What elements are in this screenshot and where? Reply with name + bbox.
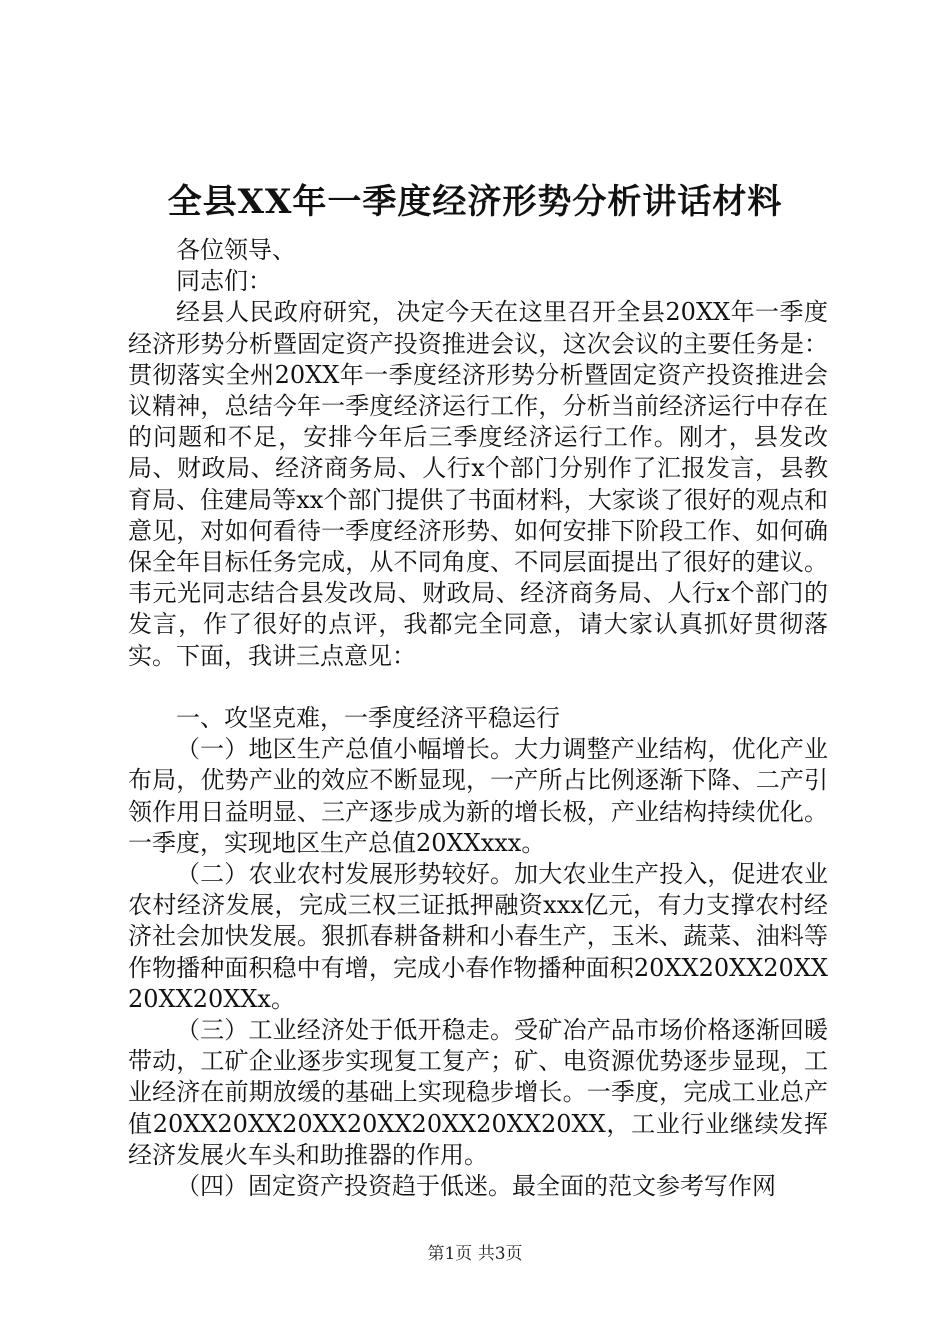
page-number-footer: 第1页 共3页 xyxy=(427,1244,523,1264)
salutation-line-1: 各位领导、 xyxy=(176,236,296,264)
item-paragraph-2: （二）农业农村发展形势较好。加大农业生产投入，促进农业农村经济发展，完成三权三证抵押融资xxx亿元，有力支撑农村经济社会加快发展。狠抓春耕备耕和小春生产，玉米、蔬菜、油料等作物播种面积稳中有增，完成小春作物播种面积20XX20XX20XX20XX20XXx。 xyxy=(128,860,828,1013)
item-paragraph-3: （三）工业经济处于低开稳走。受矿冶产品市场价格逐渐回暖带动，工矿企业逐步实现复工复产；矿、电资源优势逐步显现，工业经济在前期放缓的基础上实现稳步增长。一季度，完成工业总产值20XX20XX20XX20XX20XX20XX20XX，工业行业继续发挥经济发展火车头和助推器的作用。 xyxy=(128,1016,828,1169)
item-paragraph-1: （一）地区生产总值小幅增长。大力调整产业结构，优化产业布局，优势产业的效应不断显现，一产所占比例逐渐下降、二产引领作用日益明显、三产逐步成为新的增长极，产业结构持续优化。一季度，实现地区生产总值20XXxxx。 xyxy=(128,735,828,857)
document-title: 全县XX年一季度经济形势分析讲话材料 xyxy=(167,182,783,222)
intro-paragraph: 经县人民政府研究，决定今天在这里召开全县20XX年一季度经济形势分析暨固定资产投资推进会议，这次会议的主要任务是：贯彻落实全州20XX年一季度经济形势分析暨固定资产投资推进会议精神，总结今年一季度经济运行工作，分析当前经济运行中存在的问题和不足，安排今年后三季度经济运行工作。刚才，县发改局、财政局、经济商务局、人行x个部门分别作了汇报发言，县教育局、住建局等xx个部门提供了书面材料，大家谈了很好的观点和意见，对如何看待一季度经济形势、如何安排下阶段工作、如何确保全年目标任务完成，从不同角度、不同层面提出了很好的建议。韦元光同志结合县发改局、财政局、经济商务局、人行x个部门的发言，作了很好的点评，我都完全同意，请大家认真抓好贯彻落实。下面，我讲三点意见： xyxy=(128,298,828,670)
section-heading-1: 一、攻坚克难，一季度经济平稳运行 xyxy=(176,704,560,733)
salutation-line-2: 同志们： xyxy=(176,267,272,296)
item-paragraph-4: （四）固定资产投资趋于低迷。最全面的范文参考写作网 xyxy=(176,1172,776,1201)
document-body xyxy=(128,235,828,1202)
